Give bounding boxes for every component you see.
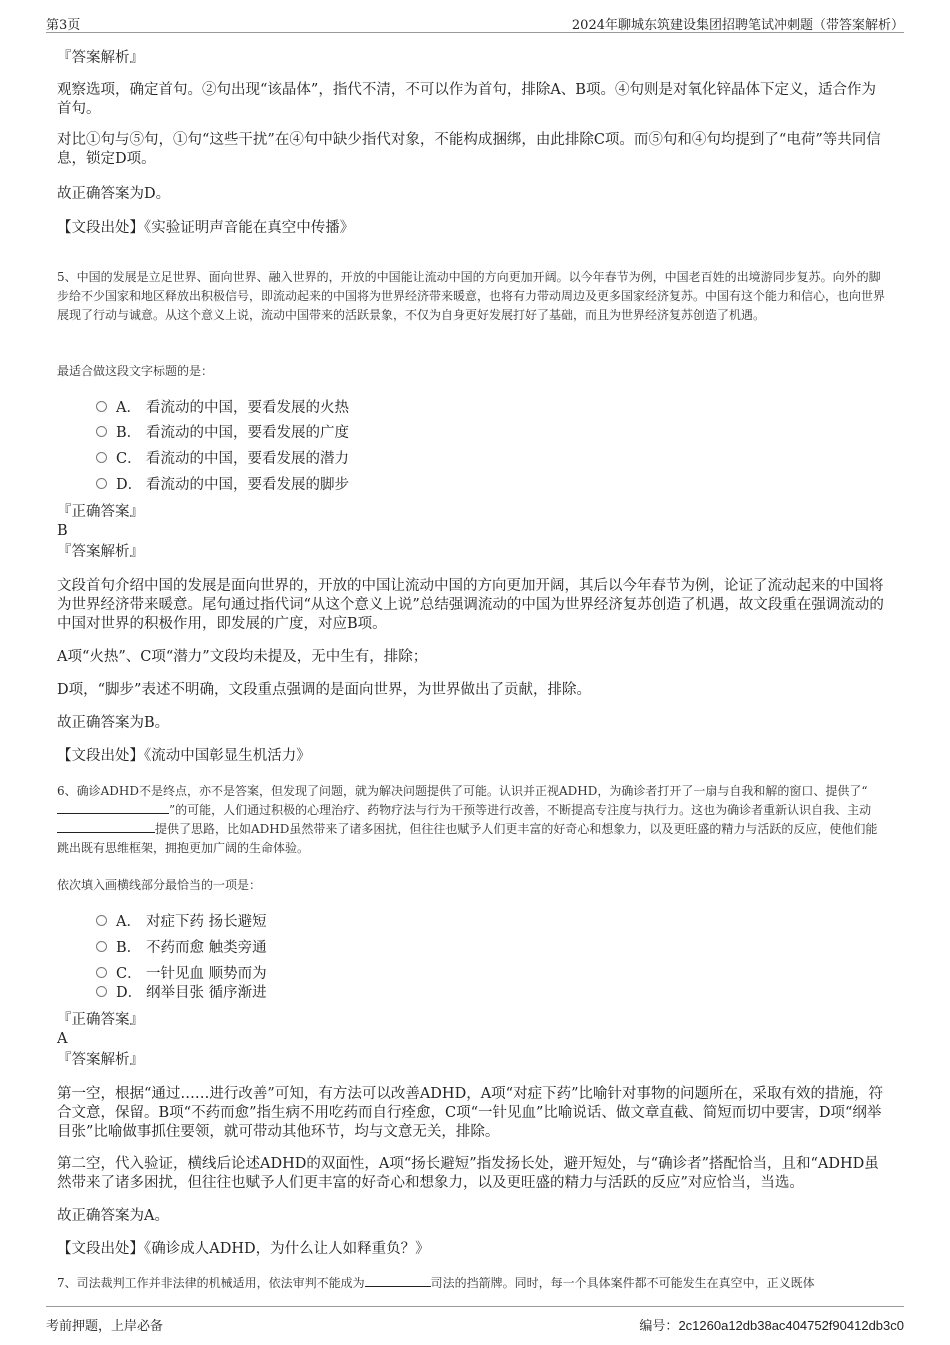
q6-question: 依次填入画横线部分最恰当的一项是： [57, 878, 262, 892]
option-text: 纲举目张 循序渐进 [146, 985, 267, 1001]
q5-option-b[interactable] [96, 423, 349, 443]
q5-stem: 5、中国的发展是立足世界、面向世界、融入世界的，开放的中国能让流动中国的方向更加开阔。以今年春节为例，中国老百姓的出境游同步复苏。向外的脚步给不少国家和地区释放出积极信号，即流动起来的中国将为世界经济带来暖意，也将有力带动周边及更多国家经济复苏。中国有这个能力和信心，也向世界展现了行动与诚意。从这个意义上说，流动中国带来的活跃景象，不仅为自身更好发展打好了基础，而且为世界经济复苏创造了机遇。 [57, 270, 886, 322]
q5-answer: B [57, 523, 68, 539]
q5-option-c[interactable] [96, 449, 349, 469]
q5-answer-label: 『正确答案』 [57, 504, 144, 520]
option-letter: A． [116, 400, 141, 416]
option-text: 看流动的中国，要看发展的潜力 [146, 451, 349, 467]
option-text: 看流动的中国，要看发展的脚步 [146, 477, 349, 493]
document-code [639, 1315, 904, 1334]
radio-button[interactable] [96, 426, 107, 437]
option-text: 看流动的中国，要看发展的火热 [146, 400, 349, 416]
option-letter: C． [116, 451, 142, 467]
radio-button[interactable] [96, 915, 107, 926]
option-letter: D． [116, 477, 143, 493]
q7-stem-part-b: 司法的挡箭牌。同时，每一个具体案件都不可能发生在真空中，正义既体 [430, 1276, 815, 1290]
q5-option-d[interactable] [96, 475, 349, 495]
q6-analysis-p2: 第二空，代入验证，横线后论述ADHD的双面性，A项“扬长避短”指发扬长处，避开短处，与“确诊者”搭配恰当，且和“ADHD虽然带来了诸多困扰，但往往也赋予人们更丰富的好奇心和想象力，以及更旺盛的精力与活跃的反应”对应恰当，当选。 [57, 1156, 879, 1191]
radio-button[interactable] [96, 478, 107, 489]
q6-blank-2 [57, 820, 155, 833]
q4-analysis-label: 『答案解析』 [57, 50, 144, 66]
option-letter: B． [116, 425, 142, 441]
option-letter: C． [116, 966, 142, 982]
option-text: 一针见血 顺势而为 [146, 966, 267, 982]
q5-question: 最适合做这段文字标题的是： [57, 364, 214, 378]
page-number: 第3页 [46, 18, 81, 33]
q6-option-a[interactable] [96, 912, 267, 932]
q7-blank-1 [365, 1274, 431, 1287]
option-text: 对症下药 扬长避短 [146, 914, 267, 930]
q6-stem [57, 782, 885, 858]
q4-conclusion: 故正确答案为D。 [57, 186, 171, 202]
q6-source: 【文段出处】《确诊成人ADHD，为什么让人如释重负？》 [57, 1241, 430, 1257]
q5-option-a[interactable] [96, 398, 349, 418]
q6-option-c[interactable] [96, 964, 267, 984]
q6-option-b[interactable] [96, 938, 267, 958]
q7-stem-part-a: 7、司法裁判工作并非法律的机械适用，依法审判不能成为 [57, 1276, 365, 1290]
option-letter: D． [116, 985, 143, 1001]
q5-source: 【文段出处】《流动中国彰显生机活力》 [57, 748, 311, 764]
q5-analysis-label: 『答案解析』 [57, 544, 144, 560]
radio-button[interactable] [96, 401, 107, 412]
q4-analysis-p1: 观察选项，确定首句。②句出现“该晶体”，指代不清，不可以作为首句，排除A、B项。④句则是对氧化锌晶体下定义，适合作为首句。 [57, 82, 876, 117]
radio-button[interactable] [96, 986, 107, 997]
footer-slogan: 考前押题，上岸必备 [46, 1319, 164, 1334]
document-code-value: 2c1260a12db38ac404752f90412db3c0 [678, 1318, 904, 1333]
option-text: 不药而愈 触类旁通 [146, 940, 267, 956]
option-text: 看流动的中国，要看发展的广度 [146, 425, 349, 441]
q6-analysis-label: 『答案解析』 [57, 1052, 144, 1068]
document-code-label: 编号： [639, 1319, 679, 1334]
radio-button[interactable] [96, 452, 107, 463]
page-footer [46, 1306, 904, 1337]
q5-analysis-p3: D项，“脚步”表述不明确，文段重点强调的是面向世界，为世界做出了贡献，排除。 [57, 682, 591, 698]
option-letter: A． [116, 914, 141, 930]
document-title: 2024年聊城东筑建设集团招聘笔试冲刺题（带答案解析） [571, 18, 904, 33]
q7-stem [57, 1274, 885, 1293]
q6-blank-1 [57, 801, 169, 814]
q6-stem-part-c: 提供了思路，比如ADHD虽然带来了诸多困扰，但往往也赋予人们更丰富的好奇心和想象力，以及更旺盛的精力与活跃的反应，使他们能跳出既有思维框架，拥抱更加广阔的生命体验。 [57, 822, 878, 855]
q6-conclusion: 故正确答案为A。 [57, 1208, 169, 1224]
q6-option-d[interactable] [96, 983, 267, 1003]
q5-conclusion: 故正确答案为B。 [57, 715, 170, 731]
q5-analysis-p1: 文段首句介绍中国的发展是面向世界的，开放的中国让流动中国的方向更加开阔，其后以今年春节为例，论证了流动起来的中国将为世界经济带来暖意。尾句通过指代词“从这个意义上说”总结强调流动的中国为世界经济复苏创造了机遇，故文段重在强调流动的中国对世界的积极作用，即发展的广度，对应B项。 [57, 578, 884, 632]
radio-button[interactable] [96, 967, 107, 978]
page-header [46, 0, 904, 33]
q4-analysis-p2: 对比①句与⑤句，①句“这些干扰”在④句中缺少指代对象，不能构成捆绑，由此排除C项。而⑤句和④句均提到了“电荷”等共同信息，锁定D项。 [57, 132, 881, 167]
q6-analysis-p1: 第一空，根据“通过……进行改善”可知，有方法可以改善ADHD，A项“对症下药”比喻针对事物的问题所在，采取有效的措施，符合文意，保留。B项“不药而愈”指生病不用吃药而自行痊愈，C项“一针见血”比喻说话、做文章直截、简短而切中要害，D项“纲举目张”比喻做事抓住要领，就可带动其他环节，均与文意无关，排除。 [57, 1086, 883, 1140]
q6-answer-label: 『正确答案』 [57, 1012, 144, 1028]
option-letter: B． [116, 940, 142, 956]
q5-analysis-p2: A项“火热”、C项“潜力”文段均未提及，无中生有，排除； [57, 649, 428, 665]
q6-stem-part-a: 6、确诊ADHD不是终点，亦不是答案，但发现了问题，就为解决问题提供了可能。认识并正视ADHD，为确诊者打开了一扇与自我和解的窗口、提供了“ [57, 784, 868, 798]
q6-stem-part-b: ”的可能，人们通过积极的心理治疗、药物疗法与行为干预等进行改善，不断提高专注度与执行力。这也为确诊者重新认识自我、主动 [169, 803, 872, 817]
radio-button[interactable] [96, 941, 107, 952]
q6-answer: A [57, 1031, 68, 1047]
q4-source: 【文段出处】《实验证明声音能在真空中传播》 [57, 220, 355, 236]
